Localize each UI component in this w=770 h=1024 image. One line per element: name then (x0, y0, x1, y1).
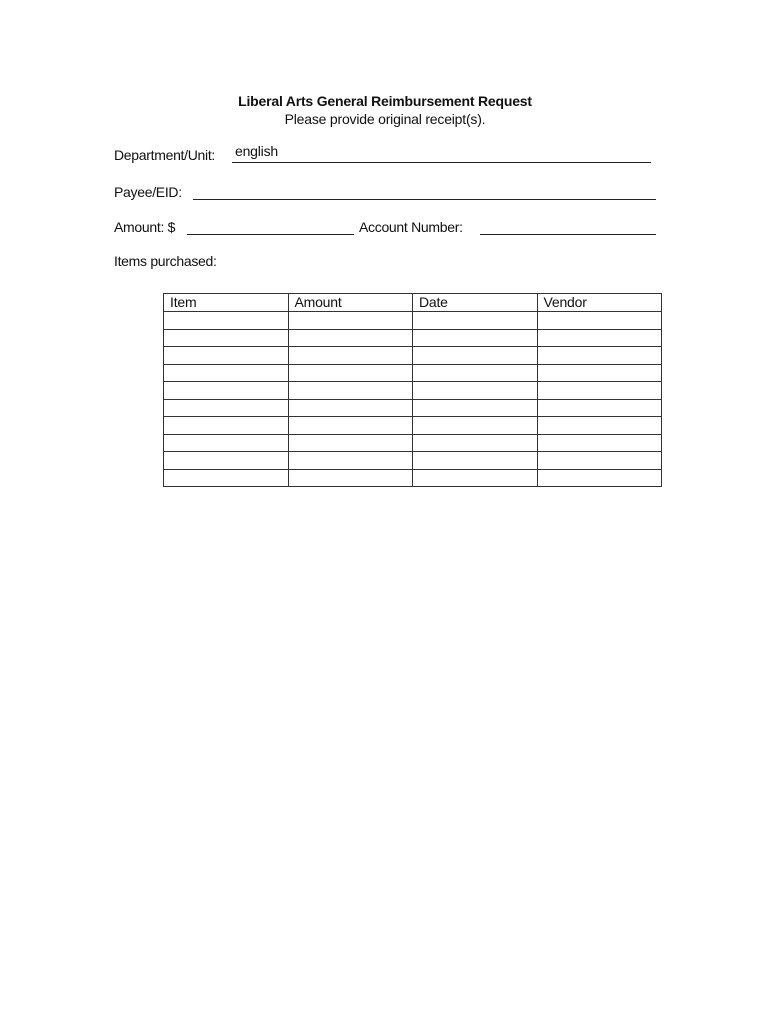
table-cell-date[interactable] (413, 364, 538, 382)
department-field[interactable] (232, 145, 651, 163)
amount-label: Amount: $ (114, 219, 176, 235)
column-header-item: Item (164, 294, 289, 312)
table-cell-vendor[interactable] (537, 399, 662, 417)
column-header-date: Date (413, 294, 538, 312)
table-row (164, 469, 662, 487)
table-cell-item[interactable] (164, 382, 289, 400)
table-cell-amount[interactable] (288, 312, 413, 330)
table-cell-amount[interactable] (288, 417, 413, 435)
table-cell-vendor[interactable] (537, 417, 662, 435)
table-cell-date[interactable] (413, 382, 538, 400)
form-subtitle: Please provide original receipt(s). (284, 111, 486, 127)
form-title: Liberal Arts General Reimbursement Request (238, 93, 532, 109)
table-cell-item[interactable] (164, 312, 289, 330)
department-row (114, 145, 654, 165)
table-cell-item[interactable] (164, 329, 289, 347)
table-row (164, 329, 662, 347)
payee-field[interactable] (193, 182, 656, 200)
table-cell-date[interactable] (413, 417, 538, 435)
column-header-amount: Amount (288, 294, 413, 312)
department-value: english (235, 143, 278, 159)
table-cell-item[interactable] (164, 364, 289, 382)
table-cell-date[interactable] (413, 347, 538, 365)
table-cell-date[interactable] (413, 469, 538, 487)
account-number-label: Account Number: (359, 219, 463, 235)
table-cell-date[interactable] (413, 312, 538, 330)
items-table (163, 293, 662, 487)
table-row (164, 312, 662, 330)
table-row (164, 434, 662, 452)
table-cell-amount[interactable] (288, 399, 413, 417)
table-cell-amount[interactable] (288, 434, 413, 452)
table-cell-item[interactable] (164, 434, 289, 452)
table-cell-vendor[interactable] (537, 469, 662, 487)
table-cell-item[interactable] (164, 399, 289, 417)
column-header-vendor: Vendor (537, 294, 662, 312)
items-purchased-label: Items purchased: (114, 253, 217, 269)
table-cell-vendor[interactable] (537, 364, 662, 382)
table-cell-vendor[interactable] (537, 329, 662, 347)
payee-row (114, 182, 659, 202)
items-table-body (164, 312, 662, 487)
table-cell-vendor[interactable] (537, 347, 662, 365)
table-cell-vendor[interactable] (537, 452, 662, 470)
table-cell-amount[interactable] (288, 364, 413, 382)
table-cell-amount[interactable] (288, 469, 413, 487)
department-label: Department/Unit: (114, 147, 216, 163)
table-cell-date[interactable] (413, 452, 538, 470)
table-cell-amount[interactable] (288, 329, 413, 347)
table-cell-amount[interactable] (288, 347, 413, 365)
table-row (164, 382, 662, 400)
table-cell-date[interactable] (413, 399, 538, 417)
table-row (164, 347, 662, 365)
table-cell-item[interactable] (164, 452, 289, 470)
table-row (164, 399, 662, 417)
table-cell-amount[interactable] (288, 452, 413, 470)
table-row (164, 364, 662, 382)
account-number-field[interactable] (480, 217, 656, 235)
items-table-header (164, 294, 662, 312)
table-cell-date[interactable] (413, 329, 538, 347)
table-cell-vendor[interactable] (537, 312, 662, 330)
payee-label: Payee/EID: (114, 184, 182, 200)
table-cell-amount[interactable] (288, 382, 413, 400)
table-cell-item[interactable] (164, 469, 289, 487)
table-cell-vendor[interactable] (537, 434, 662, 452)
table-cell-item[interactable] (164, 417, 289, 435)
table-row (164, 452, 662, 470)
amount-field[interactable] (187, 217, 354, 235)
table-cell-vendor[interactable] (537, 382, 662, 400)
table-cell-date[interactable] (413, 434, 538, 452)
amount-account-row (114, 217, 659, 237)
table-row (164, 417, 662, 435)
table-cell-item[interactable] (164, 347, 289, 365)
